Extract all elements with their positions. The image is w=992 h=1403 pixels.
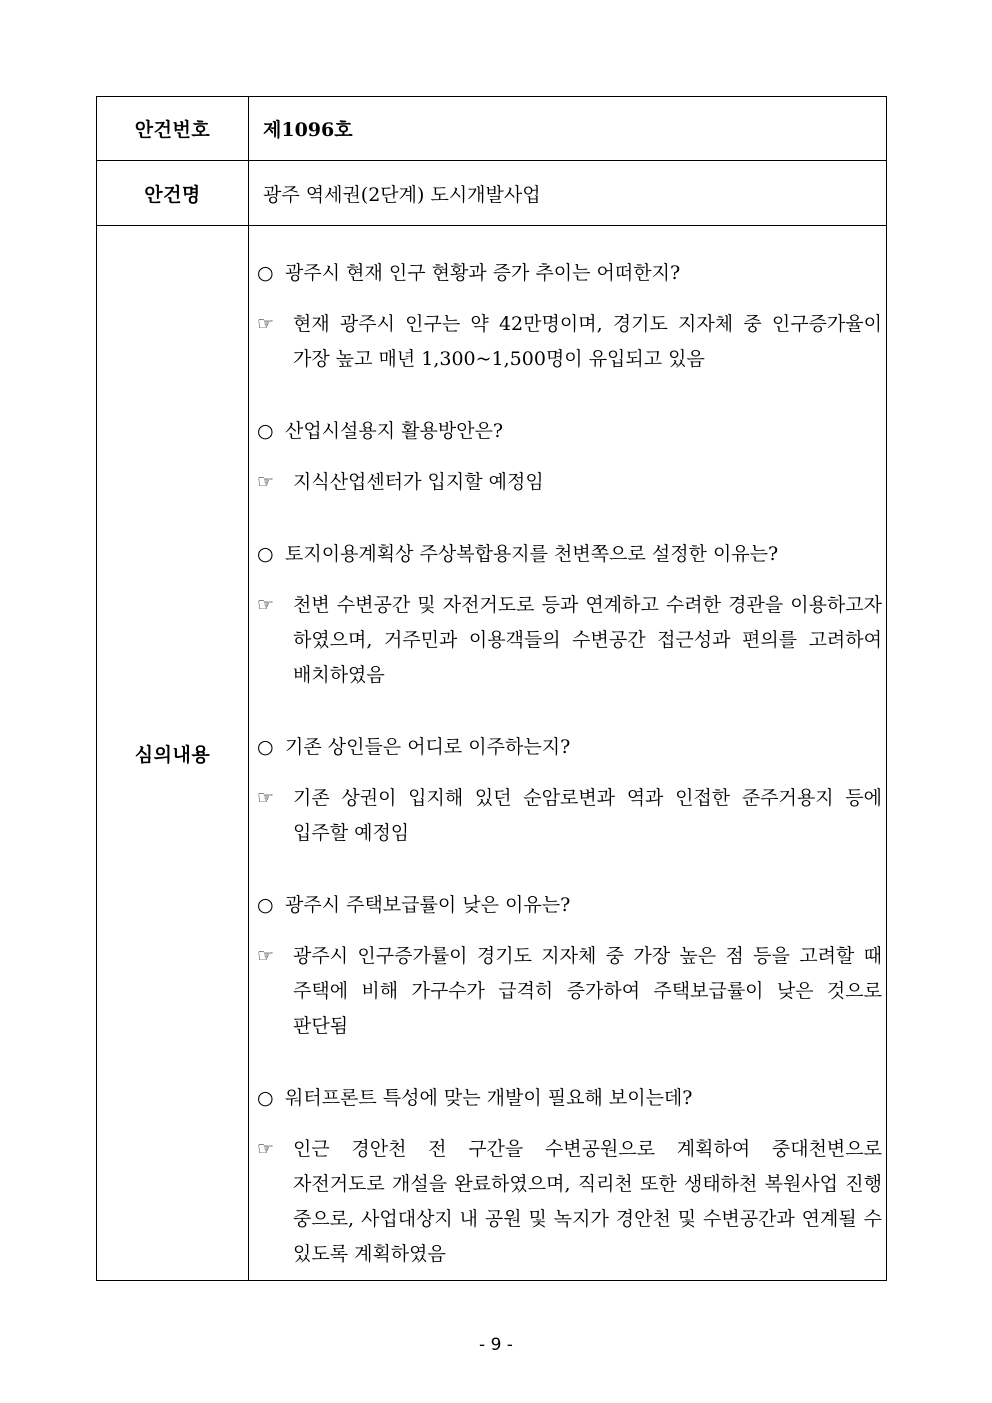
question-text: 기존 상인들은 어디로 이주하는지? bbox=[285, 736, 571, 758]
answer-item bbox=[257, 781, 882, 851]
circle-bullet-icon: ○ bbox=[257, 736, 274, 758]
page-number: - 9 - bbox=[479, 1335, 513, 1355]
agenda-name-label: 안건명 bbox=[97, 161, 249, 225]
answer-text: 지식산업센터가 입지할 예정임 bbox=[293, 471, 544, 493]
agenda-number-row bbox=[97, 97, 886, 161]
pointing-hand-icon: ☞ bbox=[257, 313, 275, 335]
question-item bbox=[257, 256, 882, 291]
question-item bbox=[257, 537, 882, 572]
question-text: 토지이용계획상 주상복합용지를 천변쪽으로 설정한 이유는? bbox=[285, 543, 779, 565]
question-text: 산업시설용지 활용방안은? bbox=[285, 420, 504, 442]
question-item bbox=[257, 730, 882, 765]
pointing-hand-icon: ☞ bbox=[257, 594, 275, 616]
deliberation-label: 심의내용 bbox=[97, 226, 249, 1280]
circle-bullet-icon: ○ bbox=[257, 262, 274, 284]
question-text: 광주시 현재 인구 현황과 증가 추이는 어떠한지? bbox=[285, 262, 681, 284]
pointing-hand-icon: ☞ bbox=[257, 945, 275, 967]
pointing-hand-icon: ☞ bbox=[257, 787, 275, 809]
answer-item bbox=[257, 307, 882, 377]
circle-bullet-icon: ○ bbox=[257, 1087, 274, 1109]
agenda-table bbox=[96, 96, 887, 1281]
question-text: 워터프론트 특성에 맞는 개발이 필요해 보이는데? bbox=[285, 1087, 693, 1109]
question-text: 광주시 주택보급률이 낮은 이유는? bbox=[285, 894, 571, 916]
answer-item bbox=[257, 939, 882, 1044]
pointing-hand-icon: ☞ bbox=[257, 1138, 275, 1160]
answer-text: 천변 수변공간 및 자전거도로 등과 연계하고 수려한 경관을 이용하고자 하였으며, 거주민과 이용객들의 수변공간 접근성과 편의를 고려하여 배치하였음 bbox=[293, 594, 882, 686]
question-item bbox=[257, 1081, 882, 1116]
circle-bullet-icon: ○ bbox=[257, 543, 274, 565]
circle-bullet-icon: ○ bbox=[257, 894, 274, 916]
answer-item bbox=[257, 465, 882, 500]
circle-bullet-icon: ○ bbox=[257, 420, 274, 442]
answer-item bbox=[257, 1132, 882, 1272]
pointing-hand-icon: ☞ bbox=[257, 471, 275, 493]
question-item bbox=[257, 888, 882, 923]
question-item bbox=[257, 414, 882, 449]
deliberation-row bbox=[97, 226, 886, 1280]
answer-item bbox=[257, 588, 882, 693]
answer-text: 인근 경안천 전 구간을 수변공원으로 계획하여 중대천변으로 자전거도로 개설을 완료하였으며, 직리천 또한 생태하천 복원사업 진행 중으로, 사업대상지 내 공원 및 녹지가 경안천 및 수변공간과 연계될 수 있도록 계획하였음 bbox=[293, 1138, 882, 1265]
answer-text: 기존 상권이 입지해 있던 순암로변과 역과 인접한 준주거용지 등에 입주할 예정임 bbox=[293, 787, 882, 844]
answer-text: 현재 광주시 인구는 약 42만명이며, 경기도 지자체 중 인구증가율이 가장 높고 매년 1,300~1,500명이 유입되고 있음 bbox=[293, 313, 882, 370]
agenda-name-value: 광주 역세권(2단계) 도시개발사업 bbox=[263, 183, 541, 206]
agenda-name-row bbox=[97, 161, 886, 226]
agenda-number-value: 제1096호 bbox=[263, 119, 353, 141]
agenda-number-label: 안건번호 bbox=[97, 97, 249, 160]
deliberation-content bbox=[249, 226, 886, 1280]
answer-text: 광주시 인구증가률이 경기도 지자체 중 가장 높은 점 등을 고려할 때 주택에 비해 가구수가 급격히 증가하여 주택보급률이 낮은 것으로 판단됨 bbox=[293, 945, 882, 1037]
